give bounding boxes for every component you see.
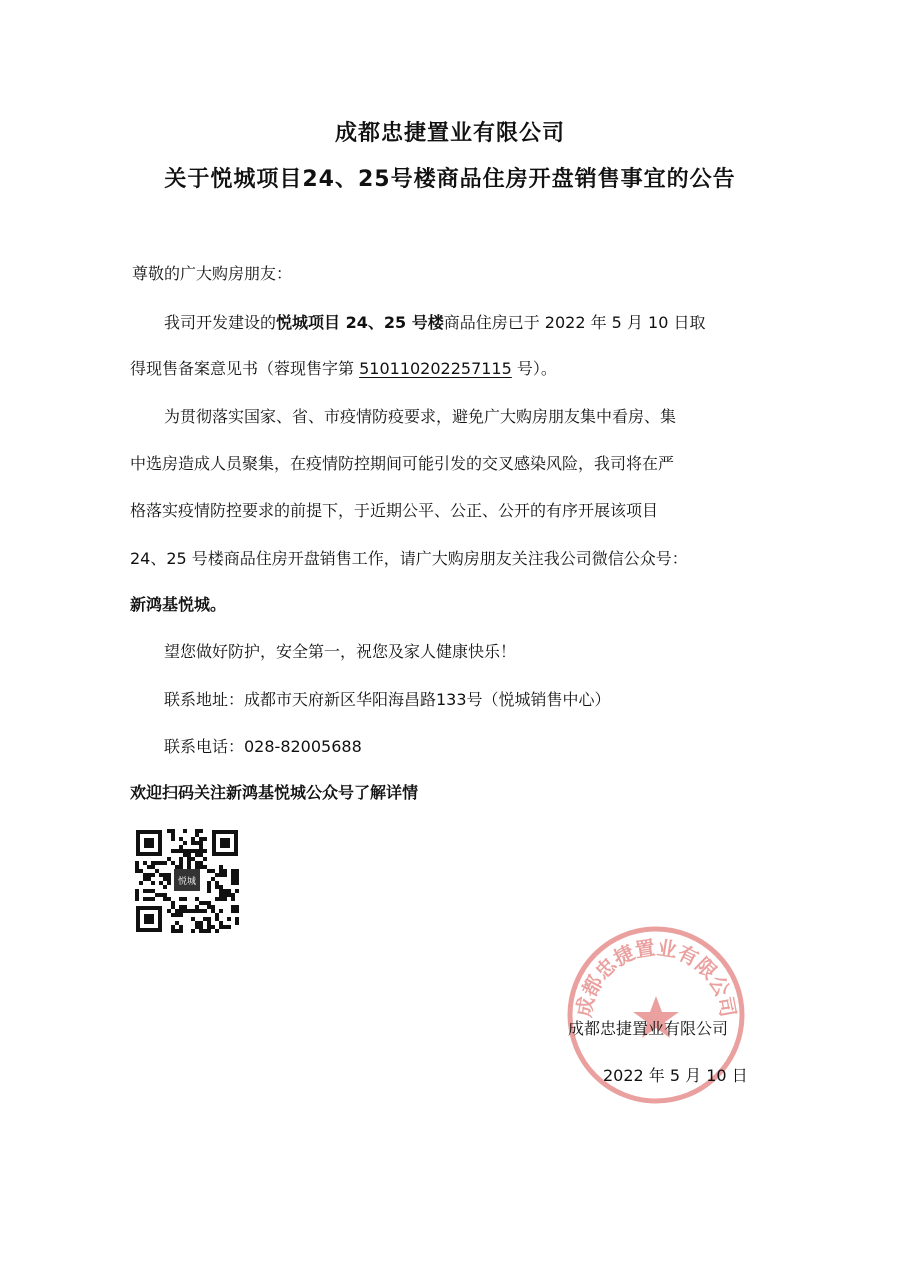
qr-center-text: 悦城 [177, 877, 197, 887]
paragraph-2-line-3: 格落实疫情防控要求的前提下，于近期公平、公正、公开的有序开展该项目 [130, 501, 659, 520]
paragraph-1-line-1 [164, 310, 705, 333]
paragraph-2-line-2: 中选房造成人员聚集，在疫情防控期间可能引发的交叉感染风险，我司将在严 [130, 454, 675, 473]
paragraph-3: 望您做好防护，安全第一，祝您及家人健康快乐！ [164, 642, 517, 661]
seal-text: 成都忠捷置业有限公司 [571, 935, 741, 1019]
paragraph-1-line-2 [130, 356, 557, 379]
signature-company: 成都忠捷置业有限公司 [568, 1019, 729, 1038]
greeting: 尊敬的广大购房朋友： [132, 264, 293, 283]
paragraph-2-line-1: 为贯彻落实国家、省、市疫情防疫要求，避免广大购房朋友集中看房、集 [164, 407, 677, 426]
announcement-title: 关于悦城项目24、25号楼商品住房开盘销售事宜的公告 [164, 167, 736, 192]
contact-phone: 联系电话：028-82005688 [164, 737, 362, 756]
company-title: 成都忠捷置业有限公司 [334, 121, 565, 146]
p1-text-d: 号）。 [511, 359, 557, 378]
qr-code-image [134, 828, 240, 934]
p1-text-b: 商品住房已于 2022 年 5 月 10 日取 [443, 313, 706, 332]
p1-text-c: 得现售备案意见书（蓉现售字第 [130, 359, 360, 378]
contact-address: 联系地址：成都市天府新区华阳海昌路133号（悦城销售中心） [164, 690, 611, 709]
wechat-account-name: 新鸿基悦城。 [130, 595, 227, 614]
presale-permit-number: 510110202257115 [359, 359, 512, 378]
qr-caption: 欢迎扫码关注新鸿基悦城公众号了解详情 [130, 783, 419, 802]
signature-date: 2022 年 5 月 10 日 [603, 1066, 748, 1085]
p1-project-name: 悦城项目 24、25 号楼 [276, 313, 444, 332]
p1-text-a: 我司开发建设的 [164, 313, 277, 332]
paragraph-2-line-4: 24、25 号楼商品住房开盘销售工作，请广大购房朋友关注我公司微信公众号： [130, 549, 688, 568]
